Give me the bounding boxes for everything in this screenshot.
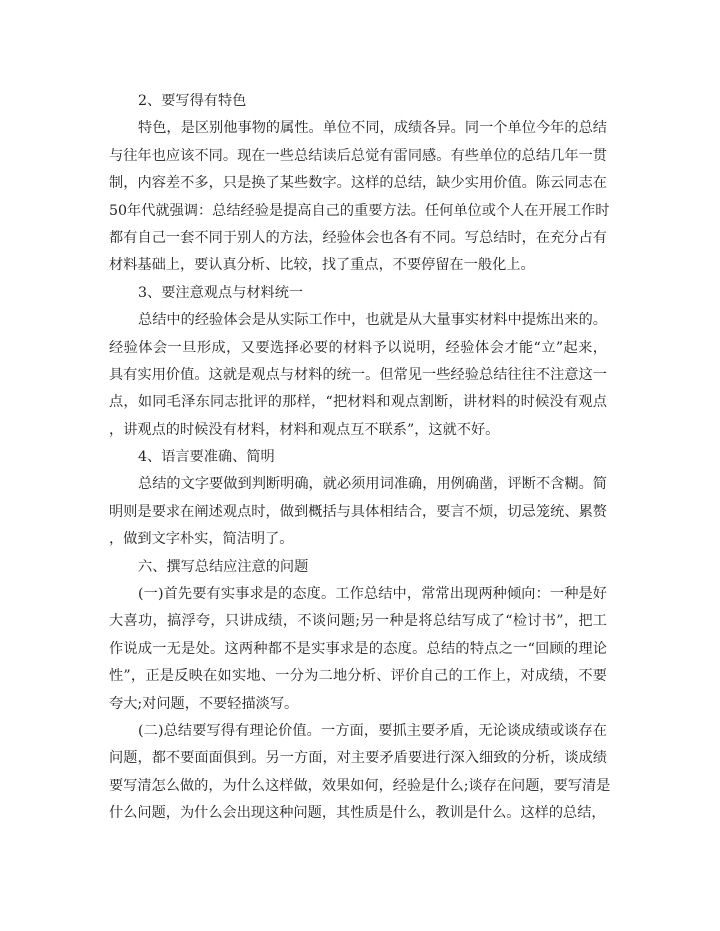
paragraph [109, 115, 610, 279]
section-heading [109, 554, 607, 581]
text-line: ，讲观点的时候没有材料，材料和观点互不联系”，这就不好。 [109, 421, 500, 438]
text-line: 总结中的经验体会是从实际工作中，也就是从大量事实材料中提炼出来的。 [138, 312, 607, 329]
section-heading [109, 444, 607, 471]
text-line: 制，内容差不多，只是换了某些数字。这样的总结，缺少实用价值。陈云同志在 [109, 175, 607, 192]
text-line: 材料基础上，要认真分析、比较，找了重点，不要停留在一般化上。 [109, 257, 535, 274]
text-line: 总结的文字要做到判断明确，就必须用词准确，用例确凿，评断不含糊。简 [138, 476, 607, 493]
text-line: 性”，正是反映在如实地、一分为二地分析、评价自己的工作上，对成绩，不要 [109, 668, 607, 685]
text-line: 六、撰写总结应注意的问题 [138, 558, 309, 575]
paragraph [109, 718, 611, 828]
section-heading [109, 88, 607, 115]
paragraph [109, 581, 607, 718]
text-line: 50年代就强调：总结经验是提高自己的重要方法。任何单位或个人在开展工作时 [109, 202, 610, 219]
paragraph [109, 471, 607, 553]
text-line: 都有自己一套不同于别人的方法，经验体会也各有不同。写总结时，在充分占有 [109, 229, 607, 246]
paragraph [109, 307, 607, 444]
text-line: 夸大;对问题，不要轻描淡写。 [109, 695, 299, 712]
text-line: 要写清怎么做的，为什么这样做，效果如何，经验是什么;谈存在问题，要写清是 [109, 777, 611, 794]
text-line: 大喜功，搞浮夸，只讲成绩，不谈问题;另一种是将总结写成了“检讨书”，把工 [109, 613, 607, 630]
text-line: 2、要写得有特色 [138, 93, 247, 109]
text-line: 什么问题，为什么会出现这种问题，其性质是什么，教训是什么。这样的总结， [109, 805, 606, 822]
text-line: 问题，都不要面面俱到。另一方面，对主要矛盾要进行深入细致的分析，谈成绩 [109, 750, 607, 767]
text-line: 明则是要求在阐述观点时，做到概括与具体相结合，要言不烦，切忌笼统、累赘 [109, 503, 607, 520]
text-line: (二)总结要写得有理论价值。一方面，要抓主要矛盾，无论谈成绩或谈存在 [138, 722, 607, 739]
text-line: (一)首先要有实事求是的态度。工作总结中，常常出现两种倾向：一种是好 [138, 586, 607, 603]
text-line: 经验体会一旦形成，又要选择必要的材料予以说明，经验体会才能“立”起来， [109, 339, 607, 356]
text-line: 具有实用价值。这就是观点与材料的统一。但常见一些经验总结往往不注意这一 [109, 366, 607, 383]
text-line: ，做到文字朴实，简洁明了。 [109, 531, 294, 548]
document-page [109, 88, 611, 828]
text-line: 4、语言要准确、简明 [138, 449, 275, 466]
text-line: 与往年也应该不同。现在一些总结读后总觉有雷同感。有些单位的总结几年一贯 [109, 147, 607, 164]
section-heading [109, 280, 607, 307]
text-line: 特色，是区别他事物的属性。单位不同，成绩各异。同一个单位今年的总结 [138, 120, 607, 137]
text-line: 作说成一无是处。这两种都不是实事求是的态度。总结的特点之一“回顾的理论 [109, 640, 607, 657]
text-line: 3、要注意观点与材料统一 [138, 284, 304, 301]
text-line: 点，如同毛泽东同志批评的那样，“把材料和观点割断，讲材料的时候没有观点 [109, 394, 607, 411]
